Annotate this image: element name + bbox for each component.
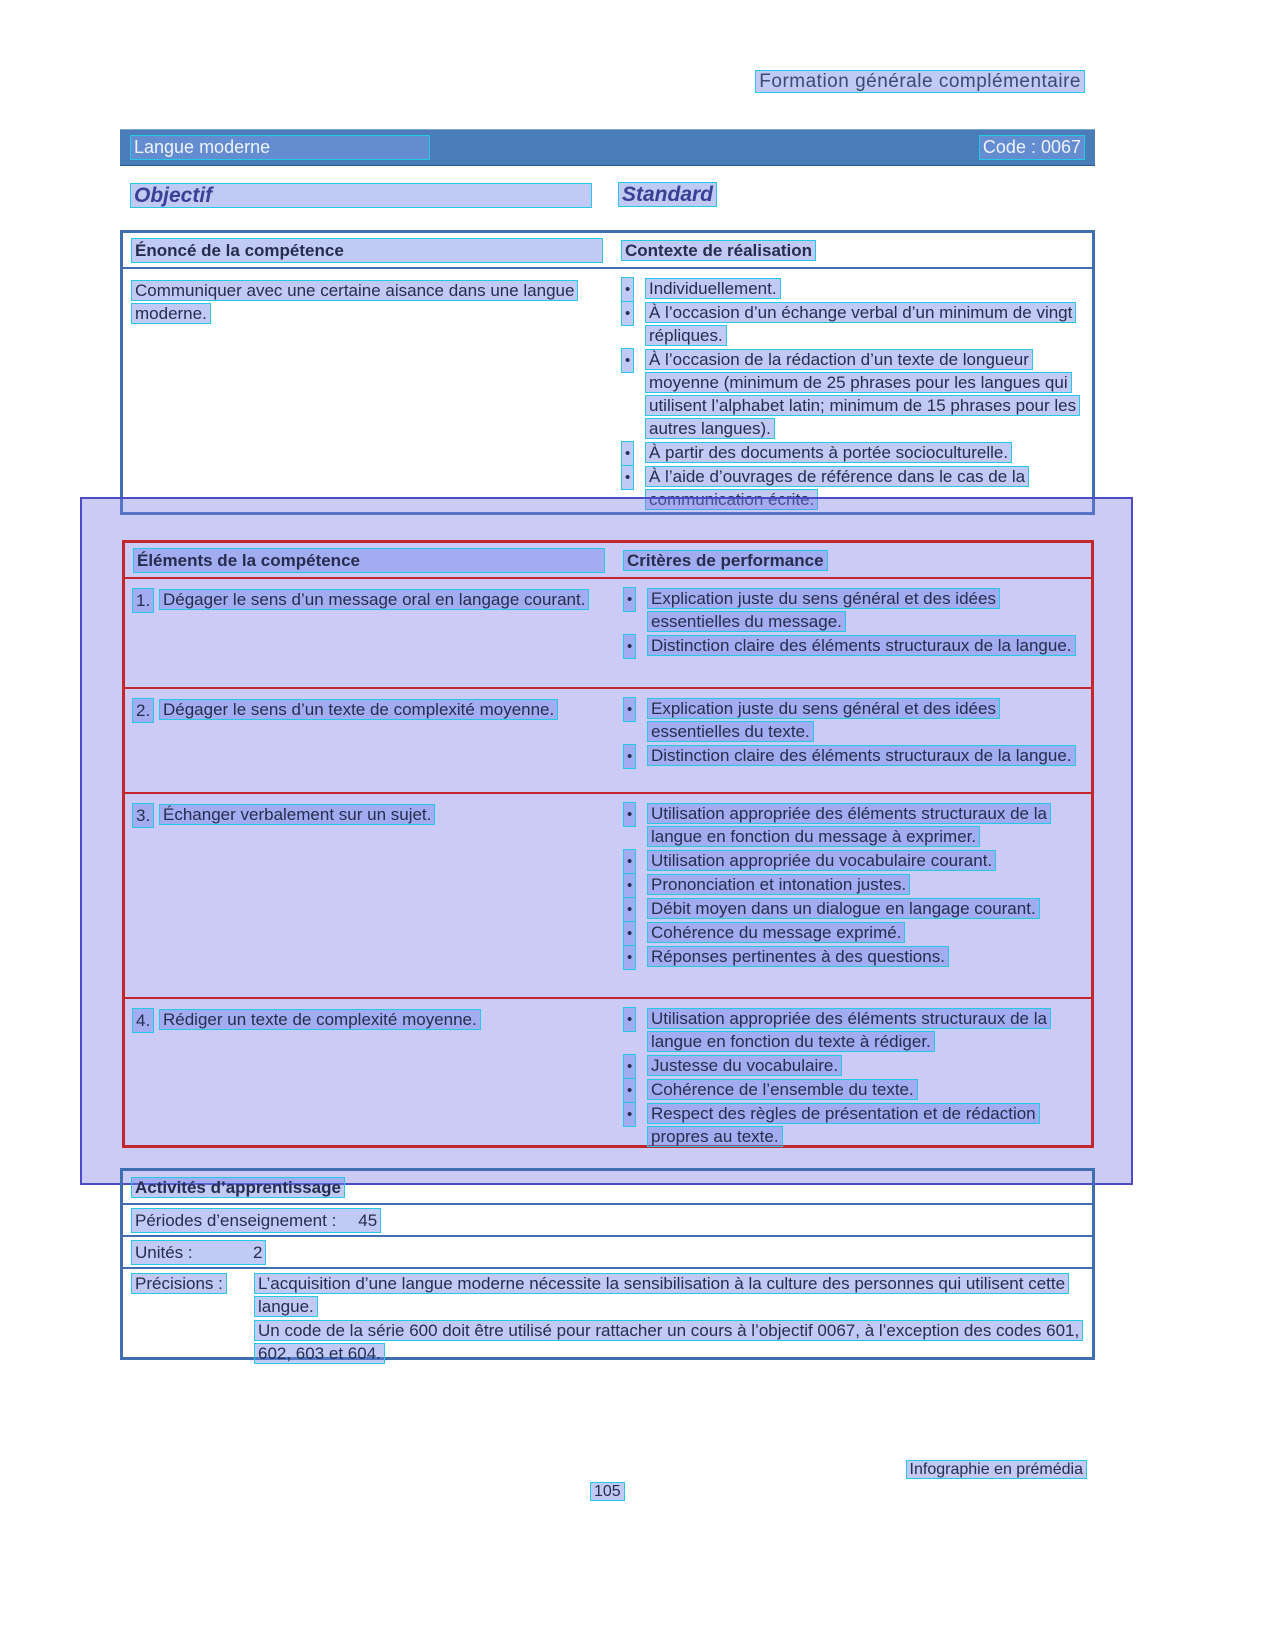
criterion-text: Réponses pertinentes à des questions. — [647, 946, 949, 967]
bullet-icon: • — [623, 1007, 636, 1032]
unites-row — [123, 1237, 1092, 1269]
heading-objectif — [130, 183, 592, 208]
footer-note-text: Infographie en prémédia — [906, 1460, 1087, 1479]
criterion-item — [623, 1007, 1083, 1053]
criterion-text: Cohérence de l’ensemble du texte. — [647, 1079, 918, 1100]
element-cell — [125, 579, 619, 687]
criterion-item — [623, 1102, 1083, 1148]
competency-table — [120, 230, 1095, 515]
context-item — [621, 441, 1084, 464]
criterion-item — [623, 1054, 1083, 1077]
bullet-icon: • — [623, 697, 636, 722]
criterion-item — [623, 1078, 1083, 1101]
precisions-content — [254, 1272, 1084, 1366]
criterion-text: Utilisation appropriée du vocabulaire courant. — [647, 850, 996, 871]
bullet-icon: • — [621, 301, 634, 326]
criterion-text: Explication juste du sens général et des idées essentielles du message. — [647, 588, 1000, 632]
periodes-value: 45 — [358, 1211, 378, 1230]
unites-field — [131, 1240, 266, 1265]
running-head — [755, 70, 1085, 93]
context-item-text: À l’occasion d’un échange verbal d’un minimum de vingt répliques. — [645, 302, 1076, 346]
criterion-text: Prononciation et intonation justes. — [647, 874, 910, 895]
bullet-icon: • — [621, 277, 634, 302]
header-contexte-text: Contexte de réalisation — [621, 240, 816, 261]
context-item-text: À partir des documents à portée socioculturelle. — [645, 442, 1012, 463]
code-badge: Code : 0067 — [979, 135, 1085, 160]
element-row-2 — [125, 689, 1091, 794]
title-bar — [120, 129, 1095, 166]
criterion-text: Explication juste du sens général et des idées essentielles du texte. — [647, 698, 1000, 742]
precisions-text: L’acquisition d’une langue moderne nécessite la sensibilisation à la culture des personnes qui utilisent cette langue. — [254, 1273, 1069, 1317]
context-item — [621, 301, 1084, 347]
document-title: Langue moderne — [130, 135, 430, 160]
statement-text: Communiquer avec une certaine aisance dans une langue moderne. — [131, 280, 578, 324]
header-criteres-text: Critères de performance — [623, 550, 828, 571]
header-cell-activites — [123, 1176, 345, 1199]
bullet-icon: • — [623, 873, 636, 898]
criteria-cell — [619, 689, 1091, 792]
bullet-icon: • — [623, 945, 636, 970]
element-number: 2. — [132, 698, 154, 723]
element-text: Dégager le sens d’un texte de complexité moyenne. — [159, 699, 558, 720]
criteria-list — [623, 802, 1083, 968]
bullet-icon: • — [623, 744, 636, 769]
elements-table — [122, 540, 1094, 1148]
criterion-item — [623, 897, 1083, 920]
criteria-list — [623, 587, 1083, 657]
criterion-item — [623, 873, 1083, 896]
context-item — [621, 348, 1084, 440]
criterion-item — [623, 921, 1083, 944]
context-item — [621, 277, 1084, 300]
criterion-text: Utilisation appropriée des éléments structuraux de la langue en fonction du texte à rédiger. — [647, 1008, 1051, 1052]
header-cell-contexte — [617, 239, 1092, 262]
running-head-text: Formation générale complémentaire — [755, 70, 1085, 93]
page-number — [590, 1480, 625, 1503]
elements-table-header — [125, 543, 1091, 579]
criterion-item — [623, 849, 1083, 872]
activities-table — [120, 1168, 1095, 1363]
bullet-icon: • — [623, 897, 636, 922]
element-text: Échanger verbalement sur un sujet. — [159, 804, 435, 825]
header-cell-enonce — [123, 238, 617, 263]
activities-table-header — [123, 1171, 1092, 1205]
bullet-icon: • — [621, 348, 634, 373]
heading-objectif-text: Objectif — [130, 183, 592, 208]
criterion-item — [623, 802, 1083, 848]
criterion-item — [623, 744, 1083, 767]
statement-cell — [123, 269, 617, 520]
criteria-list — [623, 697, 1083, 767]
precisions-paragraph — [254, 1319, 1080, 1365]
bullet-icon: • — [621, 465, 634, 490]
element-row-4 — [125, 999, 1091, 1157]
precisions-label: Précisions : — [131, 1273, 227, 1294]
bullet-icon: • — [623, 921, 636, 946]
criterion-item — [623, 634, 1083, 657]
context-item-text: À l’occasion de la rédaction d’un texte de longueur moyenne (minimum de 25 phrases pour les langues qui utilisent l’alphabet latin; minimum de 15 phrases pour les autres langues). — [645, 349, 1080, 439]
footer-note — [906, 1458, 1087, 1481]
competency-table-header — [123, 233, 1092, 269]
element-text: Rédiger un texte de complexité moyenne. — [159, 1009, 481, 1030]
header-cell-criteres — [619, 549, 1091, 572]
context-item-text: À l’aide d’ouvrages de référence dans le cas de la communication écrite. — [645, 466, 1029, 510]
element-row-1 — [125, 579, 1091, 689]
criterion-text: Débit moyen dans un dialogue en langage courant. — [647, 898, 1040, 919]
criterion-item — [623, 697, 1083, 743]
heading-standard-text: Standard — [618, 182, 717, 207]
header-enonce-text: Énoncé de la compétence — [131, 238, 603, 263]
bullet-icon: • — [621, 441, 634, 466]
element-cell — [125, 689, 619, 792]
header-activites-text: Activités d’apprentissage — [131, 1177, 345, 1198]
element-number: 3. — [132, 803, 154, 828]
bullet-icon: • — [623, 1078, 636, 1103]
bullet-icon: • — [623, 634, 636, 659]
criteria-cell — [619, 999, 1091, 1157]
criteria-cell — [619, 794, 1091, 997]
criterion-text: Utilisation appropriée des éléments structuraux de la langue en fonction du message à exprimer. — [647, 803, 1051, 847]
heading-standard — [618, 183, 717, 206]
element-row-3 — [125, 794, 1091, 999]
bullet-icon: • — [623, 849, 636, 874]
criteria-list — [623, 1007, 1083, 1148]
criterion-item — [623, 587, 1083, 633]
criterion-text: Cohérence du message exprimé. — [647, 922, 905, 943]
page-number-text: 105 — [590, 1482, 625, 1501]
element-number: 1. — [132, 588, 154, 613]
periodes-label: Périodes d’enseignement : — [135, 1211, 337, 1230]
context-item-text: Individuellement. — [645, 278, 781, 299]
element-cell — [125, 794, 619, 997]
criterion-text: Respect des règles de présentation et de rédaction propres au texte. — [647, 1103, 1040, 1147]
element-number: 4. — [132, 1008, 154, 1033]
criterion-text: Distinction claire des éléments structuraux de la langue. — [647, 635, 1076, 656]
criterion-item — [623, 945, 1083, 968]
unites-label: Unités : — [135, 1243, 193, 1262]
bullet-icon: • — [623, 802, 636, 827]
periodes-row — [123, 1205, 1092, 1237]
bullet-icon: • — [623, 1054, 636, 1079]
criterion-text: Justesse du vocabulaire. — [647, 1055, 842, 1076]
precisions-row — [123, 1269, 1092, 1368]
header-elements-text: Éléments de la compétence — [133, 548, 605, 573]
header-cell-elements — [125, 548, 619, 573]
element-text: Dégager le sens d’un message oral en langage courant. — [159, 589, 589, 610]
periodes-field — [131, 1208, 381, 1233]
precisions-paragraph — [254, 1272, 1080, 1318]
element-cell — [125, 999, 619, 1157]
precisions-text: Un code de la série 600 doit être utilisé pour rattacher un cours à l’objectif 0067, à l’exception des codes 601, 602, 603 et 604. — [254, 1320, 1083, 1364]
unites-value: 2 — [253, 1243, 263, 1262]
criterion-text: Distinction claire des éléments structuraux de la langue. — [647, 745, 1076, 766]
criteria-cell — [619, 579, 1091, 687]
bullet-icon: • — [623, 1102, 636, 1127]
precisions-label-wrap — [131, 1272, 254, 1295]
bullet-icon: • — [623, 587, 636, 612]
context-cell — [617, 269, 1092, 520]
competency-table-body — [123, 269, 1092, 520]
context-list — [621, 277, 1084, 511]
